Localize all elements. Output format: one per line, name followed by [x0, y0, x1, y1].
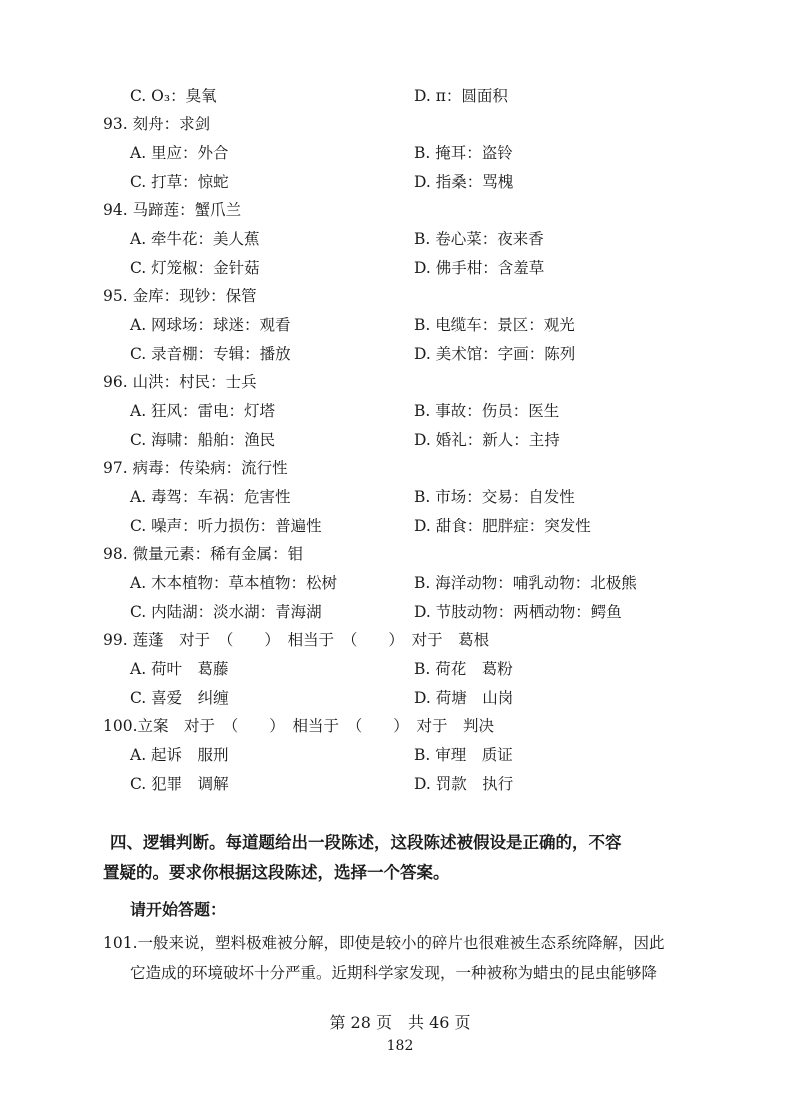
option-c: C. 打草：惊蛇 [130, 173, 229, 191]
question-93-options-cd [0, 168, 800, 196]
question-94-options-ab [0, 225, 800, 253]
option-b: B. 市场：交易：自发性 [414, 488, 575, 506]
question-101-text [103, 928, 693, 988]
question-99-options-ab [0, 655, 800, 683]
option-c: C. O₃：臭氧 [130, 87, 217, 105]
start-answering-label: 请开始答题： [130, 900, 227, 919]
option-a: A. 起诉 服刑 [130, 746, 229, 764]
option-c: C. 海啸：船舶：渔民 [130, 431, 276, 449]
question-96-options-cd [0, 426, 800, 454]
option-a: A. 荷叶 葛藤 [130, 660, 229, 678]
option-d: D. π：圆面积 [414, 87, 508, 105]
question-97-options-ab [0, 483, 800, 511]
question-95-options-cd [0, 340, 800, 368]
option-c: C. 灯笼椒：金针菇 [130, 259, 260, 277]
question-97-options-cd [0, 512, 800, 540]
option-d: D. 节肢动物：两栖动物：鳄鱼 [414, 603, 622, 621]
question-99-options-cd [0, 684, 800, 712]
option-b: B. 电缆车：景区：观光 [414, 316, 575, 334]
question-96-stem: 96. 山洪：村民：士兵 [103, 373, 257, 391]
question-101-line-2: 它造成的环境破坏十分严重。近期科学家发现，一种被称为蜡虫的昆虫能够降 [130, 964, 658, 982]
option-a: A. 网球场：球迷：观看 [130, 316, 291, 334]
question-94-stem: 94. 马蹄莲：蟹爪兰 [103, 201, 242, 219]
option-a: A. 毒驾：车祸：危害性 [130, 488, 291, 506]
option-d: D. 佛手柑：含羞草 [414, 259, 545, 277]
option-c: C. 内陆湖：淡水湖：青海湖 [130, 603, 322, 621]
option-d: D. 荷塘 山岗 [414, 689, 514, 707]
option-d: D. 美术馆：字画：陈列 [414, 345, 576, 363]
option-a: A. 狂风：雷电：灯塔 [130, 402, 276, 420]
option-b: B. 事故：伤员：医生 [414, 402, 560, 420]
option-a: A. 里应：外合 [130, 144, 229, 162]
question-96-options-ab [0, 397, 800, 425]
question-92-options-cd [0, 82, 800, 110]
option-d: D. 婚礼：新人：主持 [414, 431, 560, 449]
option-b: B. 卷心菜：夜来香 [414, 230, 544, 248]
question-93-stem: 93. 刻舟：求剑 [103, 115, 211, 133]
question-100-stem: 100.立案 对于 （ ） 相当于 （ ） 对于 判决 [103, 717, 495, 735]
option-a: A. 牵牛花：美人蕉 [130, 230, 260, 248]
option-c: C. 喜爱 纠缠 [130, 689, 229, 707]
question-98-options-ab [0, 569, 800, 597]
option-c: C. 录音棚：专辑：播放 [130, 345, 291, 363]
option-d: D. 罚款 执行 [414, 775, 514, 793]
option-b: B. 荷花 葛粉 [414, 660, 513, 678]
option-d: D. 指桑：骂槐 [414, 173, 514, 191]
option-c: C. 噪声：听力损伤：普遍性 [130, 517, 322, 535]
page-number: 182 [386, 1038, 414, 1054]
section-heading-line-2: 置疑的。要求你根据这段陈述，选择一个答案。 [103, 863, 450, 882]
option-b: B. 审理 质证 [414, 746, 513, 764]
question-100-options-ab [0, 741, 800, 769]
option-a: A. 木本植物：草本植物：松树 [130, 574, 338, 592]
option-d: D. 甜食：肥胖症：突发性 [414, 517, 591, 535]
option-b: B. 掩耳：盗铃 [414, 144, 513, 162]
question-95-stem: 95. 金库：现钞：保管 [103, 287, 257, 305]
option-b: B. 海洋动物：哺乳动物：北极熊 [414, 574, 637, 592]
question-95-options-ab [0, 311, 800, 339]
question-100-options-cd [0, 770, 800, 798]
question-94-options-cd [0, 254, 800, 282]
question-99-stem: 99. 莲蓬 对于 （ ） 相当于 （ ） 对于 葛根 [103, 631, 490, 649]
option-c: C. 犯罪 调解 [130, 775, 229, 793]
question-98-stem: 98. 微量元素：稀有金属：钼 [103, 545, 304, 563]
question-101-line-1: 101.一般来说，塑料极难被分解，即使是较小的碎片也很难被生态系统降解，因此 [103, 934, 665, 952]
section-heading-line-1: 四、逻辑判断。每道题给出一段陈述，这段陈述被假设是正确的，不容 [110, 833, 622, 852]
page-indicator: 第 28 页 共 46 页 [329, 1013, 471, 1032]
question-97-stem: 97. 病毒：传染病：流行性 [103, 459, 288, 477]
question-98-options-cd [0, 598, 800, 626]
question-93-options-ab [0, 139, 800, 167]
